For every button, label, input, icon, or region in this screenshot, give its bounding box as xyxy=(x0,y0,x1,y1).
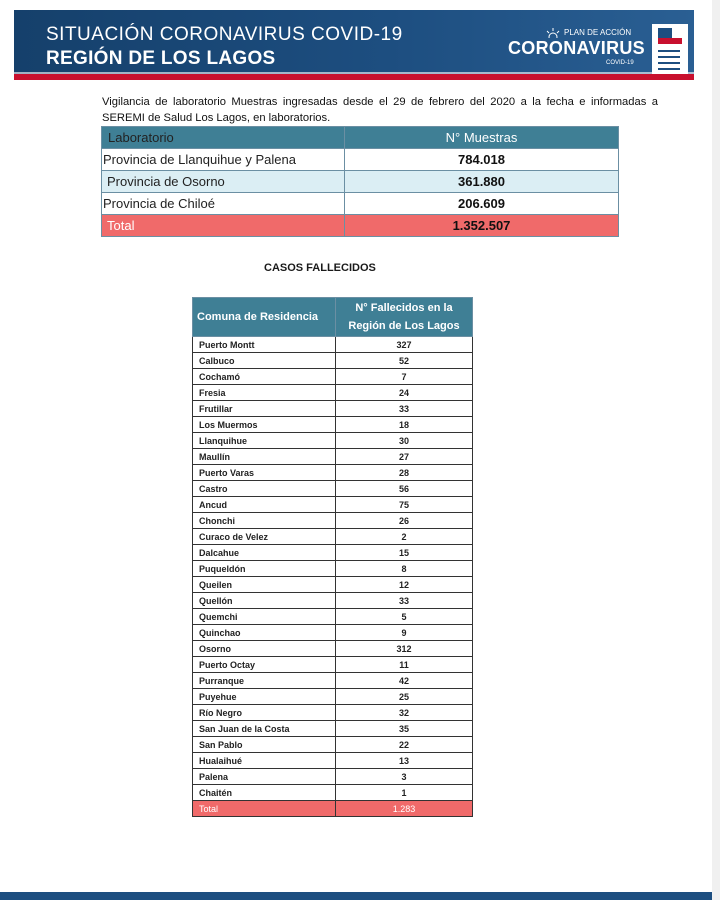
table-row xyxy=(193,689,473,705)
deaths-value: 5 xyxy=(336,609,473,625)
table-row xyxy=(193,785,473,801)
lab-name: Provincia de Chiloé xyxy=(102,193,345,215)
lab-table-header xyxy=(102,127,619,149)
coronavirus-logo xyxy=(508,28,645,72)
samples-value: 206.609 xyxy=(345,193,619,215)
comuna-name: Puerto Varas xyxy=(193,465,336,481)
deaths-value: 25 xyxy=(336,689,473,705)
comuna-name: Castro xyxy=(193,481,336,497)
comuna-name: Puyehue xyxy=(193,689,336,705)
deaths-value: 13 xyxy=(336,753,473,769)
table-row xyxy=(193,577,473,593)
deaths-value: 32 xyxy=(336,705,473,721)
lab-name: Provincia de Llanquihue y Palena xyxy=(102,149,345,171)
deaths-value: 18 xyxy=(336,417,473,433)
table-row xyxy=(193,753,473,769)
footer-bar xyxy=(0,892,712,900)
total-row xyxy=(193,801,473,817)
deaths-value: 11 xyxy=(336,657,473,673)
table-row xyxy=(193,737,473,753)
comuna-name: Queilen xyxy=(193,577,336,593)
page-edge xyxy=(712,0,720,900)
comuna-name: Palena xyxy=(193,769,336,785)
comuna-name: Llanquihue xyxy=(193,433,336,449)
table-row xyxy=(193,593,473,609)
comuna-name: Puqueldón xyxy=(193,561,336,577)
comuna-name: Quellón xyxy=(193,593,336,609)
total-value: 1.352.507 xyxy=(345,215,619,237)
lab-samples-table xyxy=(101,126,619,237)
header-red-stripe xyxy=(14,74,694,80)
intro-paragraph: Vigilancia de laboratorio Muestras ingresadas desde el 29 de febrero del 2020 a la fecha e informadas a SEREMI de Salud Los Lagos, en laboratorios. xyxy=(102,96,658,124)
table-row xyxy=(193,337,473,353)
table-row xyxy=(102,149,619,171)
table-row xyxy=(193,497,473,513)
samples-value: 361.880 xyxy=(345,171,619,193)
comuna-name: Maullín xyxy=(193,449,336,465)
table-row xyxy=(193,433,473,449)
deaths-section-title: CASOS FALLECIDOS xyxy=(264,262,376,274)
deaths-value: 12 xyxy=(336,577,473,593)
deaths-value: 42 xyxy=(336,673,473,689)
table-row xyxy=(193,641,473,657)
comuna-name: Frutillar xyxy=(193,401,336,417)
table-row xyxy=(193,609,473,625)
comuna-name: Chaitén xyxy=(193,785,336,801)
deaths-value: 56 xyxy=(336,481,473,497)
table-row xyxy=(193,401,473,417)
deaths-value: 22 xyxy=(336,737,473,753)
deaths-value: 8 xyxy=(336,561,473,577)
comuna-name: Quinchao xyxy=(193,625,336,641)
table-row xyxy=(193,481,473,497)
deaths-value: 9 xyxy=(336,625,473,641)
comuna-name: Los Muermos xyxy=(193,417,336,433)
table-row xyxy=(193,513,473,529)
government-logo xyxy=(652,24,688,76)
deaths-value: 33 xyxy=(336,593,473,609)
deaths-value: 312 xyxy=(336,641,473,657)
samples-value: 784.018 xyxy=(345,149,619,171)
comuna-name: Curaco de Velez xyxy=(193,529,336,545)
table-row xyxy=(193,545,473,561)
header-subtitle: REGIÓN DE LOS LAGOS xyxy=(46,48,276,69)
table-row xyxy=(193,369,473,385)
deaths-value: 1 xyxy=(336,785,473,801)
samples-col-header: N° Muestras xyxy=(345,127,619,149)
table-row xyxy=(193,705,473,721)
total-label: Total xyxy=(102,215,345,237)
deaths-value: 7 xyxy=(336,369,473,385)
comuna-name: Puerto Montt xyxy=(193,337,336,353)
comuna-name: Purranque xyxy=(193,673,336,689)
comuna-name: Cochamó xyxy=(193,369,336,385)
deaths-col-header: N° Fallecidos en la Región de Los Lagos xyxy=(336,298,473,337)
table-row xyxy=(193,561,473,577)
deaths-value: 327 xyxy=(336,337,473,353)
comuna-name: Río Negro xyxy=(193,705,336,721)
comuna-name: Quemchi xyxy=(193,609,336,625)
sun-icon xyxy=(546,28,560,38)
total-value: 1.283 xyxy=(336,801,473,817)
comuna-name: San Pablo xyxy=(193,737,336,753)
header-title: SITUACIÓN CORONAVIRUS COVID-19 xyxy=(46,24,403,45)
table-row xyxy=(193,449,473,465)
total-label: Total xyxy=(193,801,336,817)
deaths-value: 15 xyxy=(336,545,473,561)
deaths-value: 33 xyxy=(336,401,473,417)
total-row xyxy=(102,215,619,237)
table-row xyxy=(193,769,473,785)
header-banner xyxy=(14,10,694,80)
table-row xyxy=(102,171,619,193)
deaths-value: 2 xyxy=(336,529,473,545)
comuna-name: Chonchi xyxy=(193,513,336,529)
comuna-name: Puerto Octay xyxy=(193,657,336,673)
comuna-col-header: Comuna de Residencia xyxy=(193,298,336,337)
lab-col-header: Laboratorio xyxy=(102,127,345,149)
deaths-value: 26 xyxy=(336,513,473,529)
comuna-name: Fresia xyxy=(193,385,336,401)
table-row xyxy=(193,417,473,433)
comuna-name: Ancud xyxy=(193,497,336,513)
comuna-name: Osorno xyxy=(193,641,336,657)
deaths-value: 35 xyxy=(336,721,473,737)
deaths-value: 75 xyxy=(336,497,473,513)
deaths-value: 52 xyxy=(336,353,473,369)
table-row xyxy=(193,529,473,545)
table-row xyxy=(102,193,619,215)
deaths-value: 30 xyxy=(336,433,473,449)
comuna-name: San Juan de la Costa xyxy=(193,721,336,737)
table-row xyxy=(193,673,473,689)
logo-main-text: CORONAVIRUS xyxy=(508,38,645,58)
deaths-value: 27 xyxy=(336,449,473,465)
logo-plan-text: PLAN DE ACCIÓN xyxy=(564,28,632,37)
deaths-table-header xyxy=(193,298,473,337)
table-row xyxy=(193,625,473,641)
logo-sub-text: COVID-19 xyxy=(606,60,634,66)
deaths-value: 3 xyxy=(336,769,473,785)
table-row xyxy=(193,385,473,401)
table-row xyxy=(193,465,473,481)
deaths-value: 28 xyxy=(336,465,473,481)
deaths-table-body xyxy=(193,337,473,817)
table-row xyxy=(193,657,473,673)
comuna-name: Hualaihué xyxy=(193,753,336,769)
table-row xyxy=(193,721,473,737)
lab-name: Provincia de Osorno xyxy=(102,171,345,193)
comuna-name: Dalcahue xyxy=(193,545,336,561)
deaths-table xyxy=(192,297,473,817)
table-row xyxy=(193,353,473,369)
comuna-name: Calbuco xyxy=(193,353,336,369)
deaths-value: 24 xyxy=(336,385,473,401)
